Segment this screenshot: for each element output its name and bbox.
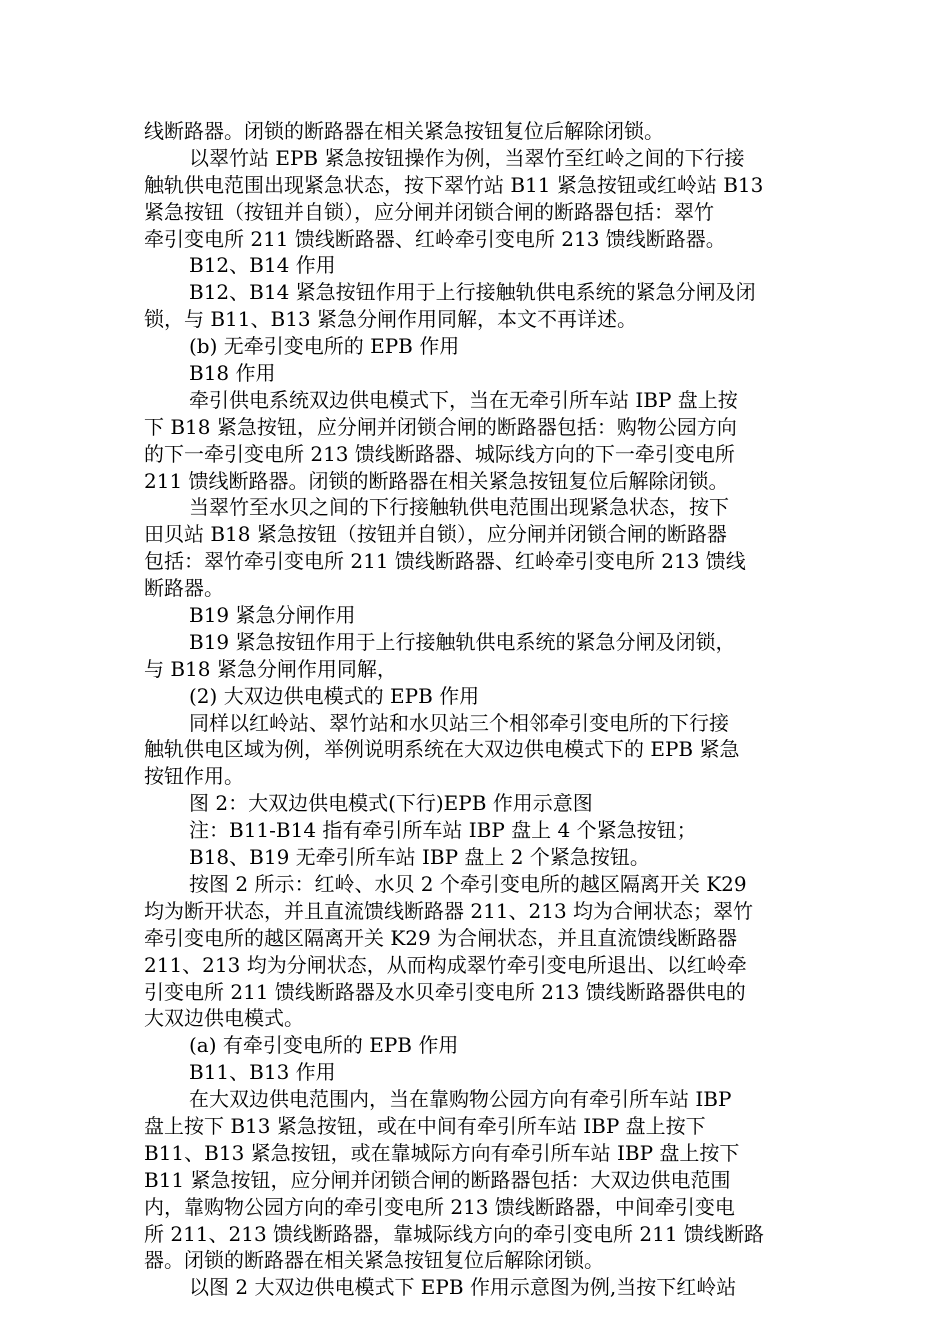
text-line: 图 2：大双边供电模式(下行)EPB 作用示意图 xyxy=(189,791,593,816)
text-line: (2) 大双边供电模式的 EPB 作用 xyxy=(189,683,480,708)
text-line: 牵引供电系统双边供电模式下，当在无牵引所车站 IBP 盘上按 xyxy=(189,387,738,412)
text-line: 同样以红岭站、翠竹站和水贝站三个相邻牵引变电所的下行接 xyxy=(189,710,729,735)
text-line: 211、213 均为分闸状态，从而构成翠竹牵引变电所退出、以红岭牵 xyxy=(144,952,747,977)
text-line: 器。闭锁的断路器在相关紧急按钮复位后解除闭锁。 xyxy=(144,1248,604,1273)
text-line: 以图 2 大双边供电模式下 EPB 作用示意图为例,当按下红岭站 xyxy=(189,1275,737,1300)
text-line: B18、B19 无牵引所车站 IBP 盘上 2 个紧急按钮。 xyxy=(189,845,650,870)
text-line: 按钮作用。 xyxy=(144,764,244,789)
text-line: 引变电所 211 馈线断路器及水贝牵引变电所 213 馈线断路器供电的 xyxy=(144,979,746,1004)
text-line: B11 紧急按钮，应分闸并闭锁合闸的断路器包括：大双边供电范围 xyxy=(144,1167,731,1192)
text-line: 所 211、213 馈线断路器，靠城际线方向的牵引变电所 211 馈线断路 xyxy=(144,1221,764,1246)
text-line: (b) 无牵引变电所的 EPB 作用 xyxy=(189,334,460,359)
text-line: 锁，与 B11、B13 紧急分闸作用同解，本文不再详述。 xyxy=(144,307,638,332)
text-line: 内，靠购物公园方向的牵引变电所 213 馈线断路器，中间牵引变电 xyxy=(144,1194,735,1219)
text-line: 盘上按下 B13 紧急按钮，或在中间有牵引所车站 IBP 盘上按下 xyxy=(144,1113,706,1138)
text-line: 断路器。 xyxy=(144,576,224,601)
text-line: 均为断开状态，并且直流馈线断路器 211、213 均为合闸状态；翠竹 xyxy=(144,898,754,923)
text-line: 大双边供电模式。 xyxy=(144,1006,304,1031)
text-line: 牵引变电所 211 馈线断路器、红岭牵引变电所 213 馈线断路器。 xyxy=(144,226,726,251)
text-line: 牵引变电所的越区隔离开关 K29 为合闸状态，并且直流馈线断路器 xyxy=(144,925,738,950)
text-line: 紧急按钮（按钮并自锁），应分闸并闭锁合闸的断路器包括：翠竹 xyxy=(144,199,714,224)
text-line: B19 紧急按钮作用于上行接触轨供电系统的紧急分闸及闭锁， xyxy=(189,629,736,654)
text-line: 注：B11-B14 指有牵引所车站 IBP 盘上 4 个紧急按钮； xyxy=(189,818,697,843)
text-line: 触轨供电区域为例，举例说明系统在大双边供电模式下的 EPB 紧急 xyxy=(144,737,740,762)
text-line: 211 馈线断路器。闭锁的断路器在相关紧急按钮复位后解除闭锁。 xyxy=(144,468,729,493)
text-line: 的下一牵引变电所 213 馈线断路器、城际线方向的下一牵引变电所 xyxy=(144,441,735,466)
text-line: 线断路器。闭锁的断路器在相关紧急按钮复位后解除闭锁。 xyxy=(144,119,664,143)
text-line: 包括：翠竹牵引变电所 211 馈线断路器、红岭牵引变电所 213 馈线 xyxy=(144,549,746,574)
text-line: B18 作用 xyxy=(189,361,276,386)
text-line: (a) 有牵引变电所的 EPB 作用 xyxy=(189,1033,459,1058)
text-line: 下 B18 紧急按钮，应分闸并闭锁合闸的断路器包括：购物公园方向 xyxy=(144,414,737,439)
text-line: 当翠竹至水贝之间的下行接触轨供电范围出现紧急状态，按下 xyxy=(189,495,729,520)
text-line: B11、B13 作用 xyxy=(189,1060,336,1085)
text-line: 触轨供电范围出现紧急状态，按下翠竹站 B11 紧急按钮或红岭站 B13 xyxy=(144,172,764,197)
text-line: B12、B14 紧急按钮作用于上行接触轨供电系统的紧急分闸及闭 xyxy=(189,280,756,305)
text-line: 田贝站 B18 紧急按钮（按钮并自锁），应分闸并闭锁合闸的断路器 xyxy=(144,522,727,547)
text-line: B11、B13 紧急按钮，或在靠城际方向有牵引所车站 IBP 盘上按下 xyxy=(144,1140,740,1165)
text-line: B12、B14 作用 xyxy=(189,253,336,278)
document-body xyxy=(144,118,814,1301)
text-line: 在大双边供电范围内，当在靠购物公园方向有牵引所车站 IBP xyxy=(189,1087,732,1112)
text-line: 按图 2 所示：红岭、水贝 2 个牵引变电所的越区隔离开关 K29 xyxy=(189,871,747,896)
text-line: 以翠竹站 EPB 紧急按钮操作为例，当翠竹至红岭之间的下行接 xyxy=(189,145,745,170)
text-line: B19 紧急分闸作用 xyxy=(189,603,356,628)
text-line: 与 B18 紧急分闸作用同解， xyxy=(144,656,397,681)
